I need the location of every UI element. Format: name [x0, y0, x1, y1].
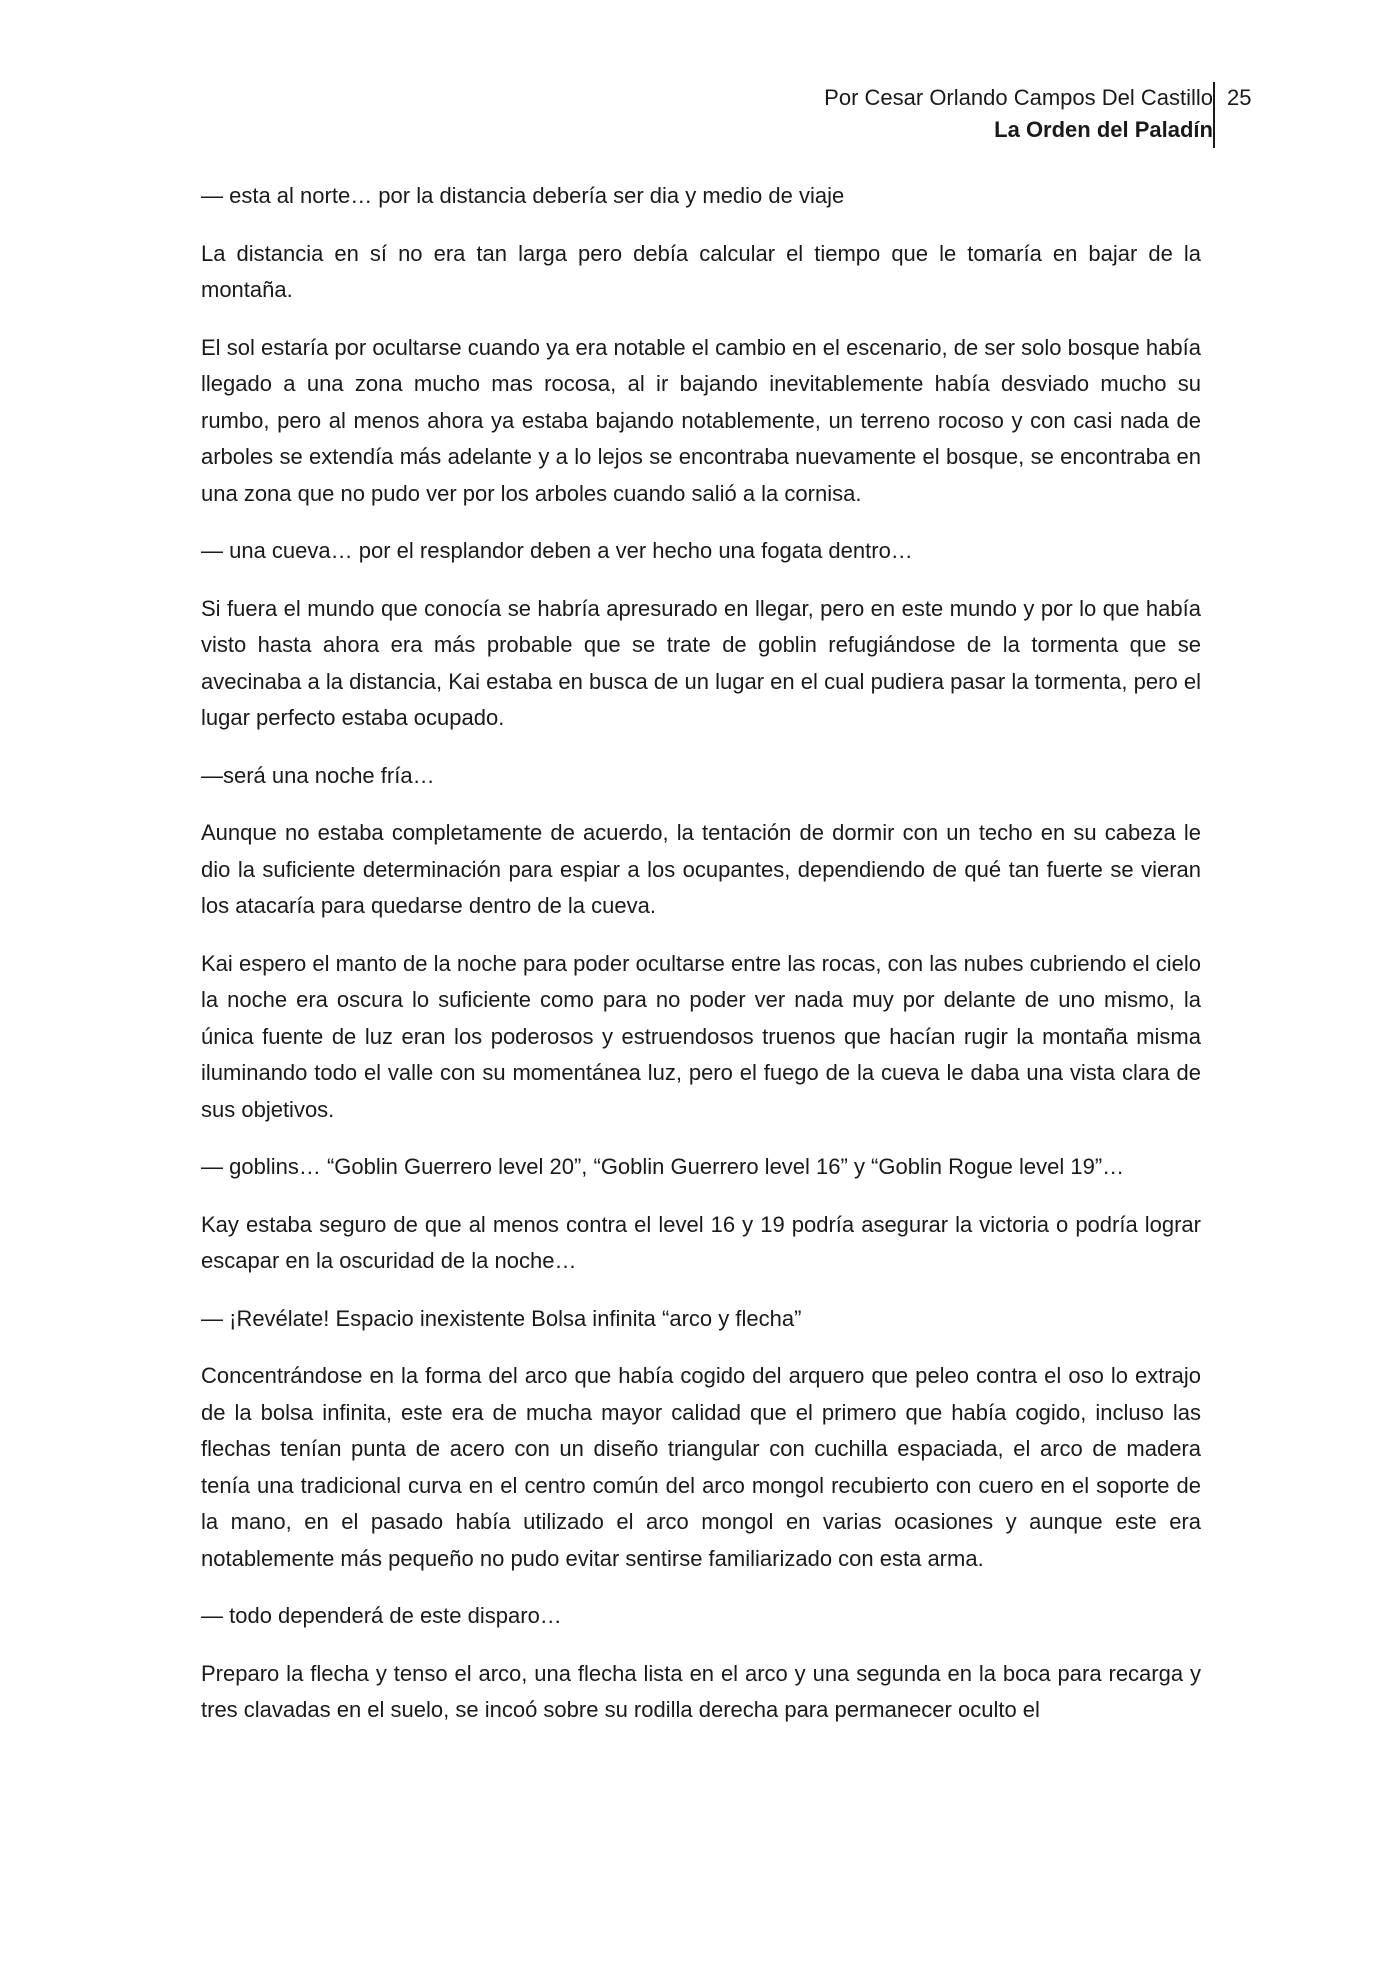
- paragraph: Kai espero el manto de la noche para poder ocultarse entre las rocas, con las nubes cubriendo el cielo la noche era oscura lo suficiente como para no poder ver nada muy por delante de uno mismo, la única fuente de luz eran los poderosos y estruendosos truenos que hacían rugir la montaña misma iluminando todo el valle con su momentánea luz, pero el fuego de la cueva le daba una vista clara de sus objetivos.: [201, 950, 1201, 1122]
- paragraph: Si fuera el mundo que conocía se habría apresurado en llegar, pero en este mundo y por lo que había visto hasta ahora era más probable que se trate de goblin refugiándose de la tormenta que se avecinaba a la distancia, Kai estaba en busca de un lugar en el cual pudiera pasar la tormenta, pero el lugar perfecto estaba ocupado.: [201, 595, 1201, 730]
- dialogue-line: — una cueva… por el resplandor deben a ver hecho una fogata dentro…: [201, 538, 913, 563]
- paragraph: La distancia en sí no era tan larga pero debía calcular el tiempo que le tomaría en bajar de la montaña.: [201, 240, 1201, 302]
- dialogue-line: — esta al norte… por la distancia debería ser dia y medio de viaje: [201, 183, 845, 208]
- running-header: [824, 82, 1213, 146]
- paragraph: Aunque no estaba completamente de acuerdo, la tentación de dormir con un techo en su cabeza le dio la suficiente determinación para espiar a los ocupantes, dependiendo de qué tan fuerte se vieran los atacaría para quedarse dentro de la cueva.: [201, 820, 1201, 918]
- dialogue-line: —será una noche fría…: [201, 762, 435, 788]
- dialogue-line: — todo dependerá de este disparo…: [201, 1603, 562, 1628]
- header-book-title: La Orden del Paladín: [994, 117, 1213, 142]
- dialogue-line: — ¡Revélate! Espacio inexistente Bolsa infinita “arco y flecha”: [201, 1305, 802, 1331]
- header-author: Por Cesar Orlando Campos Del Castillo: [824, 85, 1213, 110]
- paragraph: Concentrándose en la forma del arco que había cogido del arquero que peleo contra el oso lo extrajo de la bolsa infinita, este era de mucha mayor calidad que el primero que había cogido, incluso las flechas tenían punta de acero con un diseño triangular con cuchilla espaciada, el arco de madera tenía una tradicional curva en el centro común del arco mongol recubierto con cuero en el soporte de la mano, en el pasado había utilizado el arco mongol en varias ocasiones y aunque este era notablemente más pequeño no pudo evitar sentirse familiarizado con esta arma.: [201, 1363, 1201, 1571]
- paragraph: El sol estaría por ocultarse cuando ya era notable el cambio en el escenario, de ser solo bosque había llegado a una zona mucho mas rocosa, al ir bajando inevitablemente había desviado mucho su rumbo, pero al menos ahora ya estaba bajando notablemente, un terreno rocoso y con casi nada de arboles se extendía más adelante y a lo lejos se encontraba nuevamente el bosque, se encontraba en una zona que no pudo ver por los arboles cuando salió a la cornisa.: [201, 334, 1201, 506]
- body-text: [201, 178, 1201, 1750]
- dialogue-line: — goblins… “Goblin Guerrero level 20”, “Goblin Guerrero level 16” y “Goblin Rogue level 19”…: [201, 1154, 1125, 1179]
- header-divider: [1213, 82, 1215, 148]
- paragraph: Kay estaba seguro de que al menos contra el level 16 y 19 podría asegurar la victoria o podría lograr escapar en la oscuridad de la noche…: [201, 1211, 1201, 1273]
- page-number: 25: [1227, 85, 1252, 110]
- paragraph: Preparo la flecha y tenso el arco, una flecha lista en el arco y una segunda en la boca para recarga y tres clavadas en el suelo, se incoó sobre su rodilla derecha para permanecer oculto el: [201, 1660, 1201, 1722]
